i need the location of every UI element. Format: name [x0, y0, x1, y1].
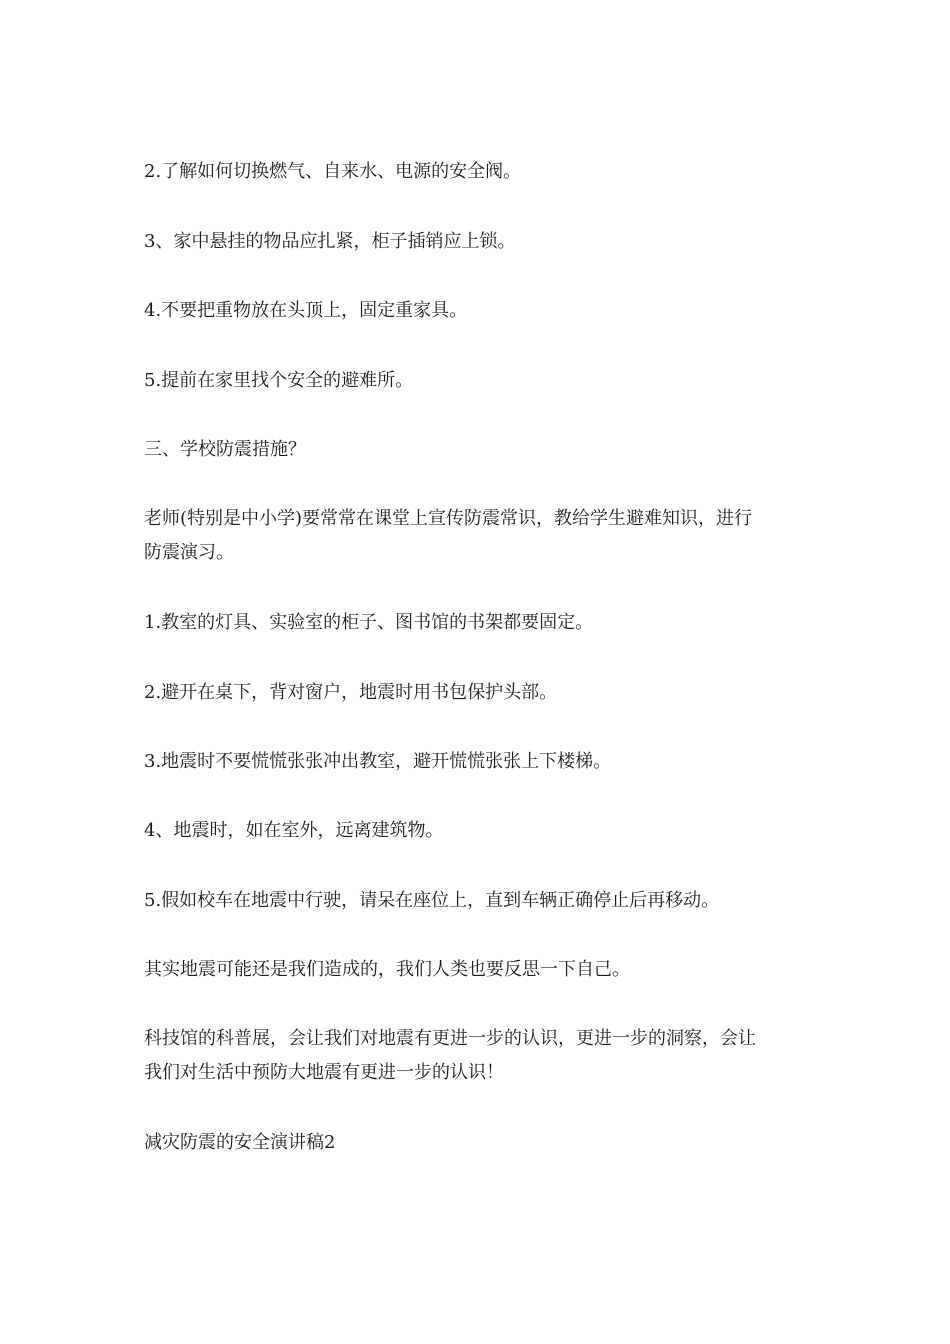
paragraph-teacher-drills: 老师(特别是中小学)要常常在课堂上宣传防震常识，教给学生避难知识，进行 防震演习。 [144, 508, 753, 563]
paragraph-reflection: 其实地震可能还是我们造成的，我们人类也要反思一下自己。 [144, 959, 630, 980]
section-heading-school-measures: 三、学校防震措施？ [144, 439, 306, 460]
paragraph-fix-heavy-furniture: 4.不要把重物放在头顶上，固定重家具。 [144, 300, 468, 321]
paragraph-science-museum: 科技馆的科普展，会让我们对地震有更进一步的认识，更进一步的洞察，会让 我们对生活中预防大地震有更进一步的认识！ [144, 1028, 756, 1083]
paragraph-no-rushing-out: 3.地震时不要慌慌张张冲出教室，避开慌慌张张上下楼梯。 [144, 751, 612, 772]
paragraph-gas-water-power-valves: 2.了解如何切换燃气、自来水、电源的安全阀。 [144, 161, 522, 182]
paragraph-outdoor-distance: 4、地震时，如在室外，远离建筑物。 [144, 820, 444, 841]
paragraph-fix-classroom-fixtures: 1.教室的灯具、实验室的柜子、图书馆的书架都要固定。 [144, 612, 594, 633]
section-heading-speech-2: 减灾防震的安全演讲稿2 [144, 1132, 336, 1153]
paragraph-hide-under-desk: 2.避开在桌下，背对窗户，地震时用书包保护头部。 [144, 682, 558, 703]
paragraph-school-bus: 5.假如校车在地震中行驶，请呆在座位上，直到车辆正确停止后再移动。 [144, 890, 720, 911]
paragraph-secure-hanging-items: 3、家中悬挂的物品应扎紧，柜子插销应上锁。 [144, 231, 516, 252]
paragraph-home-shelter: 5.提前在家里找个安全的避难所。 [144, 370, 414, 391]
